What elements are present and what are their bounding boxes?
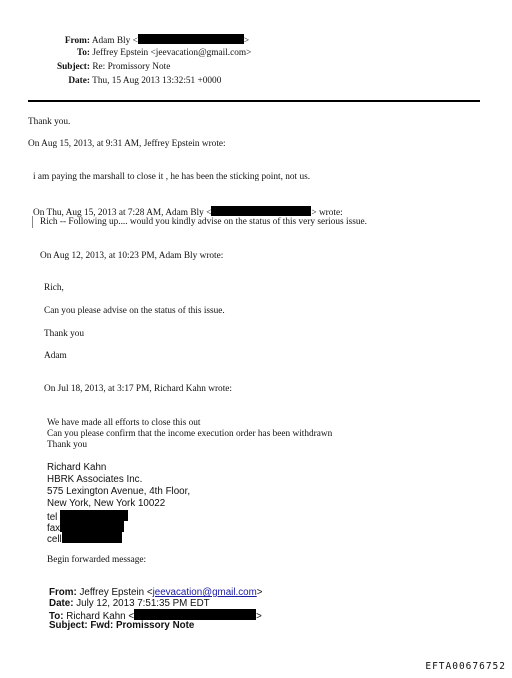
header-date-value: Thu, 15 Aug 2013 13:32:51 +0000	[92, 76, 222, 86]
thank-you-text: Thank you	[44, 329, 85, 339]
quote-header-2-suffix: > wrote:	[311, 208, 343, 218]
epstein-reply-text: i am paying the marshall to close it , he has been the sticking point, not us.	[33, 172, 311, 182]
header-subject-value: Re: Promissory Note	[92, 62, 171, 72]
redaction-block	[62, 532, 122, 543]
forwarded-date-label: Date:	[49, 598, 74, 609]
quote-header-2-prefix: On Thu, Aug 15, 2013 at 7:28 AM, Adam Bly <	[33, 208, 212, 218]
header-from-close: >	[243, 36, 250, 46]
redaction-block	[211, 206, 311, 216]
header-from-label: From:	[64, 36, 90, 46]
forwarded-from-email-link[interactable]: jeevacation@gmail.com	[152, 587, 257, 598]
advise-text: Can you please advise on the status of this issue.	[44, 306, 225, 316]
quote-bar	[32, 216, 33, 228]
quote-header-3: On Aug 12, 2013, at 10:23 PM, Adam Bly wrote:	[40, 251, 224, 261]
header-to-value: Jeffrey Epstein <jeevacation@gmail.com>	[92, 48, 252, 58]
forwarded-subject-row	[49, 620, 194, 631]
signature-name: Richard Kahn	[47, 462, 107, 473]
header-date-label: Date:	[68, 76, 90, 86]
signature-tel-label: tel	[47, 512, 58, 523]
forwarded-date-value: July 12, 2013 7:51:35 PM EDT	[76, 598, 210, 609]
redaction-block	[60, 521, 124, 532]
signature-cell-row	[47, 532, 122, 545]
bates-number: EFTA00676752	[425, 661, 506, 672]
quote-header-4: On Jul 18, 2013, at 3:17 PM, Richard Kahn wrote:	[44, 384, 232, 394]
signature-fax-label: fax	[47, 523, 61, 534]
kahn-line-1: We have made all efforts to close this out	[47, 418, 201, 428]
forwarded-subject-label: Subject:	[49, 620, 88, 631]
forwarded-to-close: >	[256, 611, 262, 622]
header-subject-label: Subject:	[56, 62, 90, 72]
body-thanks: Thank you.	[28, 117, 71, 127]
header-from-name: Adam Bly <	[91, 36, 138, 46]
header-date-row	[40, 76, 221, 86]
quote-header-1: On Aug 15, 2013, at 9:31 AM, Jeffrey Epstein wrote:	[28, 139, 226, 149]
redaction-block	[134, 609, 256, 620]
forwarded-to-label: To:	[49, 611, 64, 622]
header-divider	[28, 100, 480, 102]
signature-company: HBRK Associates Inc.	[47, 474, 143, 485]
header-from-row	[40, 34, 249, 46]
forwarded-from-label: From:	[49, 587, 77, 598]
forwarded-from-row	[49, 587, 262, 598]
signature-cell-label: cell	[47, 534, 62, 545]
salutation-rich: Rich,	[44, 283, 64, 293]
kahn-line-2: Can you please confirm that the income execution order has been withdrawn	[47, 429, 333, 439]
followup-text: Rich -- Following up.... would you kindly advise on the status of this very serious issue.	[40, 217, 367, 227]
redaction-block	[60, 510, 128, 521]
header-to-label: To:	[76, 48, 90, 58]
forwarded-date-row	[49, 598, 210, 609]
forwarded-from-name: Jeffrey Epstein <	[79, 587, 153, 598]
forwarded-subject-value: Fwd: Promissory Note	[90, 620, 195, 631]
kahn-line-3: Thank you	[47, 440, 88, 450]
signature-address-2: New York, New York 10022	[47, 498, 166, 509]
signature-address-1: 575 Lexington Avenue, 4th Floor,	[47, 486, 191, 497]
signoff-adam: Adam	[44, 351, 67, 361]
forwarded-intro: Begin forwarded message:	[47, 555, 147, 565]
header-to-row	[40, 48, 251, 58]
forwarded-from-close: >	[256, 587, 263, 598]
header-subject-row	[28, 62, 170, 72]
redaction-block	[138, 34, 244, 44]
forwarded-to-name: Richard Kahn <	[66, 611, 135, 622]
